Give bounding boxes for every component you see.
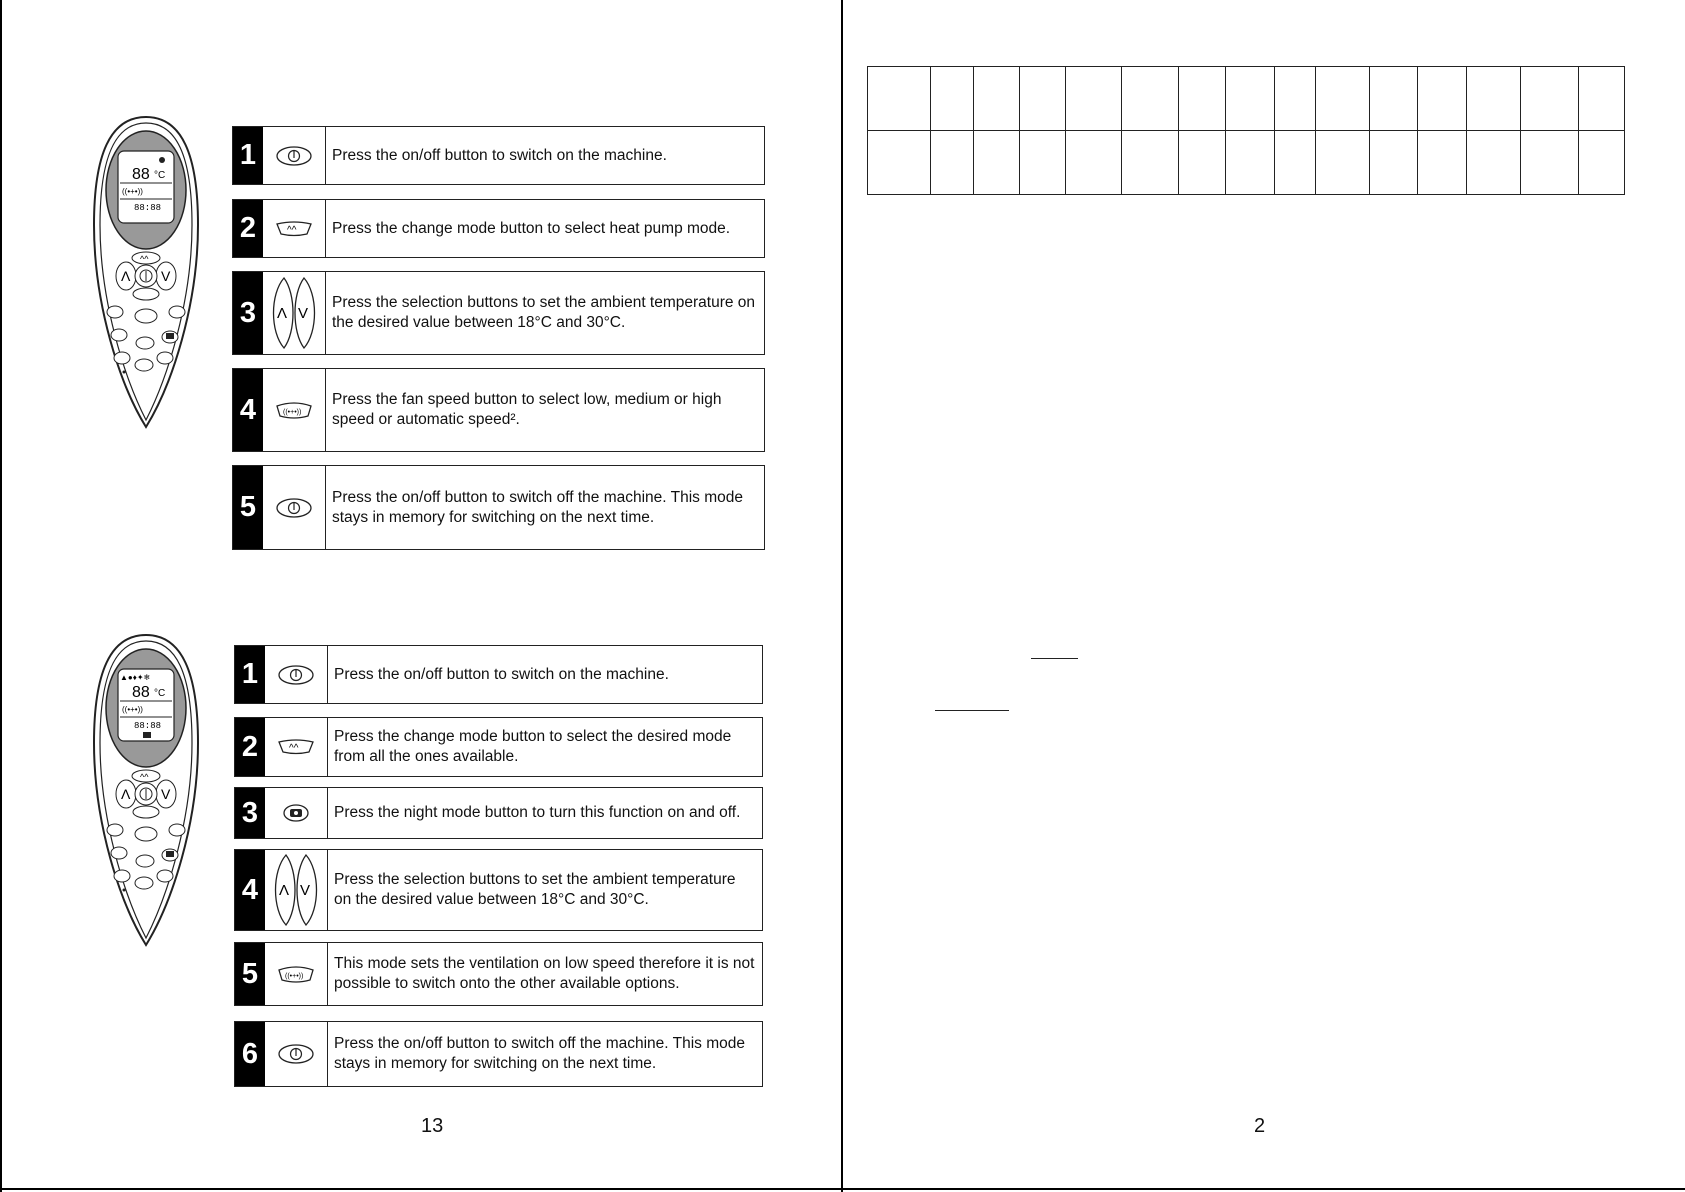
step-instruction	[326, 200, 764, 257]
step-number: 4	[233, 369, 263, 451]
svg-text:^^: ^^	[140, 254, 149, 264]
section-a-step-3	[232, 271, 765, 355]
step-instruction-text: Press the on/off button to switch off the machine. This mode stays in memory for switching on the next time.	[334, 1035, 745, 1072]
section-b-step-4	[234, 849, 763, 931]
step-number: 5	[235, 943, 265, 1005]
svg-text:Λ: Λ	[279, 882, 290, 899]
step-instruction-text: Press the on/off button to switch on the machine.	[332, 146, 667, 164]
page-spine-divider	[841, 0, 843, 1192]
step-instruction	[328, 943, 762, 1005]
fan-speed-button-icon	[263, 369, 326, 451]
step-instruction-text: Press the selection buttons to set the ambient temperature on the desired value between 18°C and 30°C.	[332, 294, 756, 331]
power-button-icon	[263, 127, 326, 184]
remote-control-illustration-b	[90, 633, 202, 948]
svg-text:88: 88	[132, 684, 150, 701]
step-instruction-text: Press the on/off button to switch on the machine.	[334, 665, 669, 683]
up-down-selection-icon	[263, 272, 326, 354]
night-mode-indicator-icon	[143, 732, 151, 738]
page-number-left: 13	[421, 1115, 444, 1137]
step-instruction	[328, 1022, 762, 1086]
power-button-icon	[263, 466, 326, 549]
svg-text:((•+•)): ((•+•))	[122, 187, 143, 196]
step-instruction	[328, 718, 762, 776]
power-button-icon	[265, 1022, 328, 1086]
fan-speed-button-icon	[265, 943, 328, 1005]
mode-button-icon	[265, 718, 328, 776]
underline-mark	[935, 710, 1009, 711]
svg-text:V: V	[161, 786, 171, 802]
section-b-step-2	[234, 717, 763, 777]
section-a-step-1	[232, 126, 765, 185]
step-instruction	[328, 646, 762, 703]
step-instruction-text: Press the on/off button to switch off the machine. This mode stays in memory for switching on the next time.	[332, 488, 743, 526]
svg-text:^^: ^^	[140, 772, 149, 782]
svg-text:V: V	[298, 305, 309, 322]
svg-text:°C: °C	[154, 688, 166, 699]
step-instruction	[328, 788, 762, 838]
step-instruction-text: Press the night mode button to turn this function on and off.	[334, 804, 741, 821]
page-number-right: 2	[1254, 1115, 1266, 1137]
mode-indicators-row: ▲●♦✦❄	[120, 673, 151, 682]
svg-text:V: V	[161, 268, 171, 284]
up-down-selection-icon	[265, 850, 328, 930]
svg-text:V: V	[300, 882, 311, 899]
step-instruction	[326, 369, 764, 451]
svg-text:((•+•)): ((•+•))	[122, 705, 143, 714]
empty-grid-table	[867, 66, 1625, 195]
step-instruction	[326, 272, 764, 354]
mode-button-icon	[263, 200, 326, 257]
section-a-step-5	[232, 465, 765, 550]
step-number: 1	[233, 127, 263, 184]
section-b-step-5	[234, 942, 763, 1006]
step-number: 3	[233, 272, 263, 354]
svg-text:88:88: 88:88	[134, 721, 162, 731]
section-a-step-2	[232, 199, 765, 258]
step-number: 2	[233, 200, 263, 257]
step-instruction	[328, 850, 762, 930]
svg-text:Λ: Λ	[121, 786, 131, 802]
step-instruction	[326, 127, 764, 184]
svg-text:88:88: 88:88	[134, 203, 162, 213]
section-b-step-1	[234, 645, 763, 704]
step-number: 1	[235, 646, 265, 703]
step-number: 3	[235, 788, 265, 838]
remote-control-illustration-a	[90, 115, 202, 430]
step-instruction-text: Press the change mode button to select heat pump mode.	[332, 219, 731, 237]
step-instruction-text: Press the fan speed button to select low, medium or high speed or automatic speed².	[332, 391, 722, 428]
power-button-icon	[265, 646, 328, 703]
left-page-edge	[0, 0, 2, 1192]
grid-row	[868, 131, 1625, 195]
night-mode-button-icon	[265, 788, 328, 838]
step-instruction-text: This mode sets the ventilation on low speed therefore it is not possible to switch onto the other available options.	[334, 955, 755, 992]
svg-text:Λ: Λ	[121, 268, 131, 284]
heat-mode-indicator-icon	[159, 157, 165, 163]
section-b-step-3	[234, 787, 763, 839]
grid-row	[868, 67, 1625, 131]
underline-mark	[1031, 658, 1078, 659]
step-number: 5	[233, 466, 263, 549]
svg-text:°C: °C	[154, 170, 166, 181]
step-number: 6	[235, 1022, 265, 1086]
svg-text:((•+•)): ((•+•))	[285, 973, 304, 980]
svg-text:Λ: Λ	[277, 305, 288, 322]
section-a-step-4	[232, 368, 765, 452]
step-instruction-text: Press the change mode button to select the desired mode from all the ones available.	[334, 728, 732, 765]
svg-text:^^: ^^	[289, 743, 299, 754]
step-instruction	[326, 466, 764, 549]
step-instruction-text: Press the selection buttons to set the ambient temperature on the desired value between 18°C and 30°C.	[334, 871, 736, 908]
section-b-step-6	[234, 1021, 763, 1087]
svg-text:^^: ^^	[287, 224, 297, 236]
step-number: 4	[235, 850, 265, 930]
step-number: 2	[235, 718, 265, 776]
display-temp-digits: 88	[132, 166, 150, 183]
svg-text:((•+•)): ((•+•))	[283, 409, 302, 416]
